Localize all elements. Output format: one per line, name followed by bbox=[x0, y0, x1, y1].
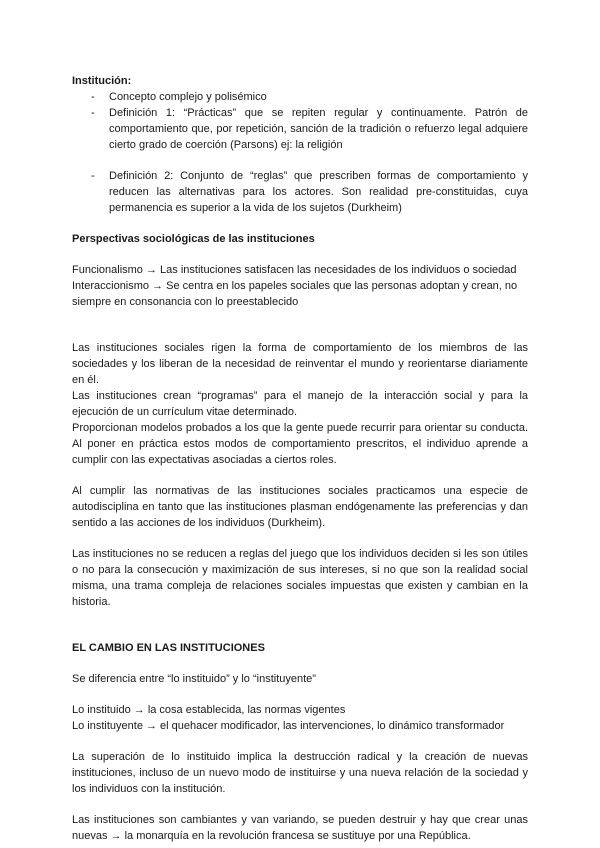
paragraph: Las instituciones crean “programas” para el manejo de la interacción social y para la ejecución de un currículum vitae determinado. bbox=[72, 390, 528, 418]
paragraph: La superación de lo instituido implica la destrucción radical y la creación de nuevas instituciones, incluso de un nuevo modo de instituirse y una nueva relación de la sociedad y los individuos con la institución. bbox=[72, 751, 528, 795]
perspectivas-heading: Perspectivas sociológicas de las instituciones bbox=[72, 233, 315, 245]
document-page bbox=[72, 73, 528, 844]
cambio-heading: EL CAMBIO EN LAS INSTITUCIONES bbox=[72, 642, 265, 654]
list-item: - Definición 2: Conjunto de “reglas” que prescriben formas de comportamiento y reducen las alternativas para los actores. Son realidad pre-constituidas, cuya permanencia es superior a la vida de los sujetos (Durkheim) bbox=[72, 168, 528, 216]
paragraph: Las instituciones no se reducen a reglas del juego que los individuos deciden si les son útiles o no para la consecución y maximización de sus intereses, si no que son la realidad social misma, una trama compleja de relaciones sociales impuestas que existen y cambian en la historia. bbox=[72, 548, 528, 608]
paragraph: Proporcionan modelos probados a los que la gente puede recurrir para orientar su conducta. Al poner en práctica estos modos de comportamiento prescritos, el individuo aprende a cumplir con las expectativas asociadas a ciertos roles. bbox=[72, 422, 528, 466]
institucion-heading: Institución: bbox=[72, 75, 132, 87]
instituido-line: Lo instituido → la cosa establecida, las normas vigentes bbox=[72, 704, 346, 716]
list-item: - Concepto complejo y polisémico bbox=[72, 89, 528, 105]
paragraph: Las instituciones sociales rigen la forma de comportamiento de los miembros de las sociedades y los liberan de la necesidad de reinventar el mundo y reorientarse diariamente en él. bbox=[72, 342, 528, 386]
institucion-list bbox=[72, 89, 528, 153]
cambio-intro: Se diferencia entre “lo instituido” y lo “instituyente” bbox=[72, 673, 316, 685]
list-item: - Definición 1: “Prácticas” que se repiten regular y continuamente. Patrón de comportamiento que, por repetición, sanción de la tradición o refuerzo legal adquiere cierto grado de coerción (Parsons) ej: la religión bbox=[72, 105, 528, 153]
instituyente-line: Lo instituyente → el quehacer modificador, las intervenciones, lo dinámico transformador bbox=[72, 720, 505, 732]
interaccionismo-line: Interaccionismo → Se centra en los papeles sociales que las personas adoptan y crean, no siempre en consonancia con lo preestablecido bbox=[72, 280, 518, 308]
paragraph: Al cumplir las normativas de las instituciones sociales practicamos una especie de autodisciplina en tanto que las instituciones plasman endógenamente las preferencias y dan sentido a las acciones de los individuos (Durkheim). bbox=[72, 485, 528, 529]
funcionalismo-line: Funcionalismo → Las instituciones satisfacen las necesidades de los individuos o sociedad bbox=[72, 264, 517, 276]
institucion-list-2 bbox=[72, 168, 528, 216]
paragraph: Las instituciones son cambiantes y van variando, se pueden destruir y hay que crear unas nuevas → la monarquía en la revolución francesa se sustituye por una República. bbox=[72, 814, 528, 842]
